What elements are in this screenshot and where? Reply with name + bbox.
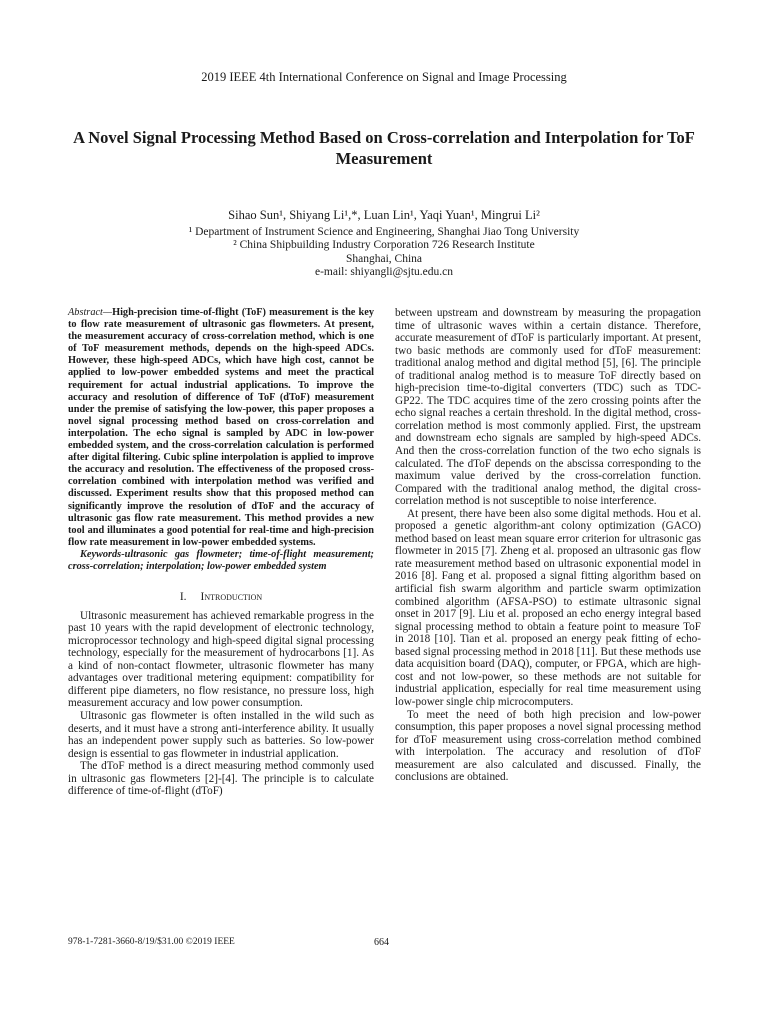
intro-paragraph-3: The dToF method is a direct measuring method commonly used in ultrasonic gas flowmeters [2]-[4]. The principle is to calculate difference of time-of-flight (dToF): [68, 760, 374, 798]
section-number: I.: [179, 591, 187, 604]
section-heading-introduction: [68, 591, 374, 604]
author-list: Sihao Sun¹, Shiyang Li¹,*, Luan Lin¹, Yaqi Yuan¹, Mingrui Li²: [228, 208, 540, 222]
affiliation-2: ² China Shipbuilding Industry Corporation 726 Research Institute: [233, 239, 535, 252]
contact-email[interactable]: e-mail: shiyangli@sjtu.edu.cn: [314, 266, 454, 279]
affiliation-1: ¹ Department of Instrument Science and Engineering, Shanghai Jiao Tong University: [188, 226, 580, 238]
intro-paragraph-4: At present, there have been also some digital methods. Hou et al. proposed a genetic algorithm-ant colony optimization (GACO) method based on least mean square error criterion for ultrasonic gas flowmeter in 2015 [7]. Zheng et al. proposed an ultrasonic gas flow rate measurement method based on ultrasonic exponential model in 2016 [8]. Fang et al. proposed a signal fitting algorithm based on artificial fish swarm algorithm and particle swarm optimization combined algorithm (AFSA-PSO) to estimate ultrasonic signal onset in 2017 [9]. Liu et al. proposed an echo energy integral based signal processing method to obtain a feature point to measure ToF in 2018 [10]. Tian et al. proposed an energy peak fitting of echo-based signal processing method in 2018 [11]. But these methods use data acquisition board (DAQ), computer, or FPGA, which are high-cost and not low-power, so these methods are not suitable for industrial application, especially for real time measurement using low-power single chip microcomputers.: [395, 507, 701, 708]
intro-paragraph-2: Ultrasonic gas flowmeter is often installed in the wild such as deserts, and it must have a strong anti-interference ability. It usually has an independent power supply such as batteries. So low-power design is essential to gas flowmeter in industrial application.: [68, 709, 374, 760]
intro-paragraph-1: Ultrasonic measurement has achieved remarkable progress in the past 10 years with the rapid development of electronic technology, microprocessor technology and high-speed digital signal processing technology, especially for the measurement of hydrocarbons [1]. As a kind of non-contact flowmeter, ultrasonic flowmeter has many advantages over traditional metering equipment: compatibility for different pipe diameters, no flow resistance, no pressure loss, high measurement accuracy and low power consumption.: [68, 609, 374, 710]
paper-title: A Novel Signal Processing Method Based on Cross-correlation and Interpolation for ToF Measurement: [73, 128, 695, 168]
keywords: Keywords-ultrasonic gas flowmeter; time-of-flight measurement; cross-correlation; interpolation; low-power embedded system: [68, 548, 374, 572]
section-title: Introduction: [200, 591, 263, 604]
right-column: [395, 307, 701, 784]
abstract-body: High-precision time-of-flight (ToF) measurement is the key to flow rate measurement of ultrasonic gas flowmeters. At present, the measurement accuracy of cross-correlation method, which is one of ToF measurement methods, depends on the high-speed ADCs. However, these high-speed ADCs, which have high cost, cannot be applied to low-power embedded systems and meet the practical requirement for actual industrial applications. To improve the accuracy and resolution of difference of ToF (dToF) measurement under the premise of satisfying the low-power, this paper proposes a novel signal processing method based on cross-correlation and interpolation. The echo signal is sampled by ADC in low-power embedded system, and the cross-correlation calculation is performed after digital filtering. Cubic spline interpolation is applied to improve the accuracy and resolution. The effectiveness of the proposed cross-correlation combined with interpolation method was verified and discussed. Experiment results show that this proposed method can significantly improve the resolution of dToF and the accuracy of ultrasonic gas flow rate measurement. This method provides a new tool and illuminates a good potential for real-time and high-precision flow rate measurement in low-power embedded systems.: [68, 307, 374, 548]
abstract: [68, 307, 374, 549]
copyright-footer: 978-1-7281-3660-8/19/$31.00 ©2019 IEEE: [68, 937, 235, 947]
intro-paragraph-3-continued: between upstream and downstream by measuring the propagation time of ultrasonic waves within a certain distance. Therefore, accurate measurement of dToF is particularly important. At present, two basic methods are commonly used for dToF measurement: traditional analog method and digital method [5], [6]. The principle of traditional analog method is to measure ToF directly based on high-precision time-to-digital converters (TDC) such as TDC-GP22. The TDC acquires time of the zero crossing points after the echo signal reaches a certain threshold. In the digital method, cross-correlation method is most commonly applied. First, the upstream and downstream echo signals are sampled by high-speed ADCs. And then the cross-correlation function of the two echo signals is calculated. The dToF depends on the abscissa corresponding to the maximum value derived by the cross-correlation function. Compared with the traditional analog method, the digital cross-correlation method is not susceptible to noise interference.: [395, 307, 701, 508]
page-number: 664: [374, 937, 389, 948]
conference-header: 2019 IEEE 4th International Conference on Signal and Image Processing: [201, 70, 567, 84]
affiliations: [0, 226, 768, 280]
abstract-lead: Abstract—: [68, 307, 113, 318]
left-column: [68, 307, 374, 798]
intro-paragraph-5: To meet the need of both high precision and low-power consumption, this paper proposes a novel signal processing method for dToF measurement using cross-correlation method combined with interpolation. The accuracy and resolution of dToF measurement are also calculated and discussed. Finally, the conclusions are obtained.: [395, 708, 701, 784]
affiliation-city: Shanghai, China: [345, 252, 423, 265]
